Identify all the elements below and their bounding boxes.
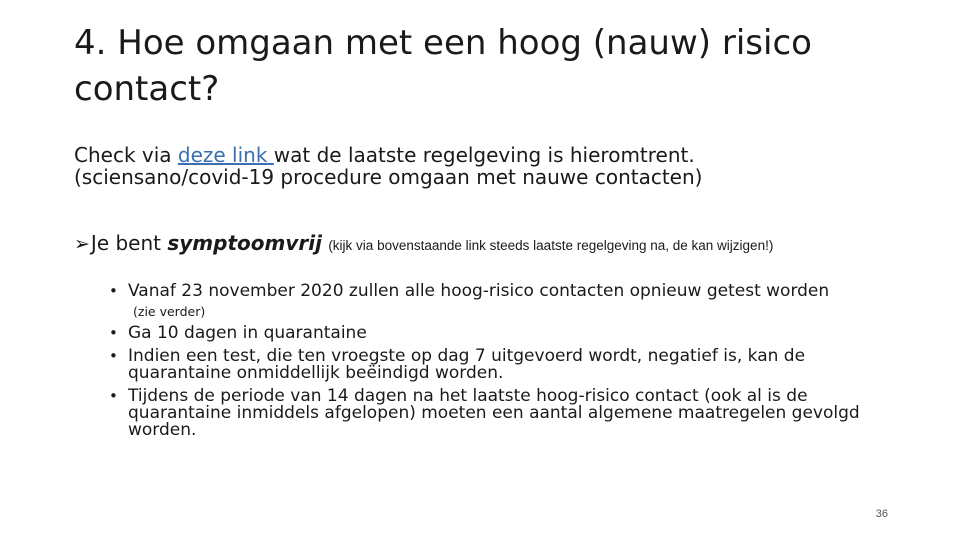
- bullet-text: Tijdens de periode van 14 dagen na het laatste hoog-risico contact (ook al is de quarantaine inmiddels afgelopen) moeten een aantal algemene maatregelen gevolgd worden.: [128, 386, 860, 440]
- main-point-prefix: Je bent: [90, 231, 168, 255]
- bullet-text: Vanaf 23 november 2020 zullen alle hoog-risico contacten opnieuw getest worden: [128, 281, 830, 301]
- list-item: [107, 388, 867, 439]
- intro-line-2: (sciensano/covid-19 procedure omgaan met nauwe contacten): [74, 165, 703, 189]
- bullet-subnote: (zie verder): [133, 304, 206, 319]
- procedure-link[interactable]: deze link: [177, 143, 274, 167]
- list-item: [107, 348, 867, 382]
- bullet-text: Indien een test, die ten vroegste op dag 7 uitgevoerd wordt, negatief is, kan de quarantaine onmiddellijk beëindigd worden.: [128, 346, 806, 383]
- intro-suffix: wat de laatste regelgeving is hieromtrent.: [273, 143, 695, 167]
- page-number: 36: [875, 508, 888, 520]
- bullet-text: Ga 10 dagen in quarantaine: [128, 323, 367, 343]
- main-point-emphasis: symptoomvrij: [167, 231, 322, 255]
- intro-text: [74, 144, 934, 188]
- arrow-bullet-icon: ➢: [74, 233, 90, 255]
- bullet-list: [107, 283, 867, 445]
- slide-title: 4. Hoe omgaan met een hoog (nauw) risico contact?: [74, 23, 812, 109]
- intro-line-1: [74, 144, 934, 166]
- list-item: [107, 325, 867, 342]
- intro-prefix: Check via: [74, 143, 178, 167]
- main-point-note: (kijk via bovenstaande link steeds laatste regelgeving na, de kan wijzigen!): [328, 238, 774, 253]
- main-point: [74, 230, 944, 259]
- list-item: [107, 283, 867, 319]
